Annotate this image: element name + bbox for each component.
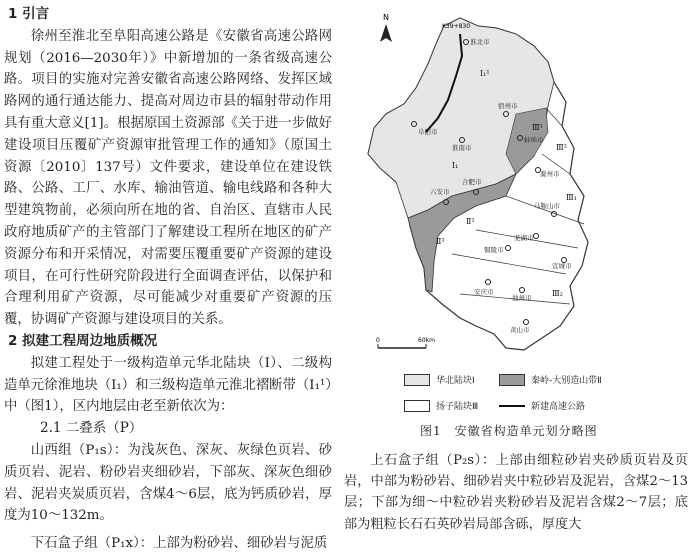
paragraph-shanxi: 山西组（P₁s）：为浅灰色、深灰、灰绿色页岩、砂质页岩、泥岩、粉砂岩夹细砂岩，下部灰、深灰色细砂岩、泥岩夹炭质页岩，含煤4～6层，底为钙质砂岩，厚度为10～132m。 (4, 442, 332, 524)
section-2-heading: 2 拟建工程周边地质概况 (8, 332, 158, 349)
paragraph-intro: 徐州至淮北至阜阳高速公路是《安徽省高速公路网规划（2016—2030年）》中新增加的一条省级高速公路。项目的实施对完善安徽省高速公路网络、发挥区域路网的通行通达能力、提高对周边市县的辐射带动作用具有重大意义[1]。根据原国土资源部《关于进一步做好建设项目压覆矿产资源审批管理工作的通知》（原国土资源〔2010〕137号）文件要求，建设单位在建设铁路、公路、工厂、水库、输油管道、输电线路和各种大型建筑物前，必须向所在地的省、自治区、直辖市人民政府地质矿产的主管部门了解建设工程所在地区的矿产资源分布和开采情况，对需要压覆重要矿产资源的建设项目，在可行性研究阶段进行全面调查评估，以保护和合理利用矿产资源，尽可能减少对重要矿产资源的压覆，协调矿产资源与建设项目的关系。 (4, 28, 332, 328)
unit-label: Ⅱ¹ (436, 237, 445, 246)
section-2-1-heading: 2.1 二叠系（P） (40, 420, 143, 437)
city-label: 马鞍山市 (534, 202, 560, 210)
unit-label: Ⅲ¹ (532, 123, 543, 132)
road-km-label: K39+830 (442, 23, 471, 30)
unit-label: Ⅰ₁¹ (480, 69, 490, 78)
city-label: 蚌埠市 (524, 136, 544, 144)
city-label: 阜阳市 (418, 128, 438, 136)
paragraph-shangshihezi: 上石盒子组（P₂s）：上部由细粒砂岩夹砂质页岩及页岩，中部为粉砂岩、细砂岩夹中粒砂岩及泥岩，含煤2～13层；下部为细～中粒砂岩夹粉砂岩及泥岩含煤2～7层；底部为粗粒长石石英砂岩局部含砾，厚度大 (344, 453, 688, 532)
legend-yangtze: 扬子陆块Ⅲ (404, 399, 478, 412)
unit-label: Ⅲ₁ (566, 193, 577, 202)
city-label: 铜陵市 (484, 246, 504, 254)
svg-text:0: 0 (376, 337, 380, 344)
svg-text:N: N (383, 13, 389, 22)
right-column (344, 450, 688, 535)
paragraph-xiashihezi: 下石盒子组（P₁x）：上部为粉砂岩、细砂岩与泥质 (30, 536, 328, 552)
left-column (4, 0, 332, 555)
anhui-tectonic-map (356, 4, 596, 354)
city-label: 宿州市 (498, 102, 518, 110)
svg-text:60km: 60km (418, 337, 435, 344)
city-label: 六安市 (430, 188, 450, 196)
unit-label: Ⅲ² (556, 143, 567, 152)
city-label: 池州市 (512, 294, 532, 302)
legend-north-china: 华北陆块Ⅰ (404, 373, 475, 386)
city-label: 宣城市 (552, 262, 572, 270)
north-arrow (380, 13, 392, 42)
unit-label: Ⅰ₁ (452, 161, 459, 170)
figure-caption: 图1 安徽省构造单元划分略图 (420, 424, 598, 438)
section-1-heading: 1 引言 (8, 6, 50, 22)
unit-label: Ⅱ² (466, 217, 475, 226)
city-label: 淮南市 (452, 144, 472, 152)
city-label: 合肥市 (462, 178, 482, 186)
legend-highway: 新建高速公路 (499, 399, 585, 412)
legend-qinling-dabie: 秦岭-大别造山带Ⅱ (499, 373, 602, 386)
unit-label: Ⅲ₂ (552, 289, 563, 298)
city-label: 黄山市 (510, 326, 530, 334)
city-label: 芜湖市 (514, 234, 534, 242)
city-label: 淮北市 (470, 38, 490, 46)
paragraph-geology: 拟建工程处于一级构造单元华北陆块（Ⅰ）、二级构造单元徐淮地块（Ⅰ₁）和三级构造单元淮北褶断带（Ⅰ₁¹）中（图1），区内地层由老至新依次为： (4, 355, 332, 415)
scale-bar (376, 337, 435, 348)
city-label: 滁州市 (540, 170, 560, 178)
city-label: 安庆市 (474, 288, 494, 296)
